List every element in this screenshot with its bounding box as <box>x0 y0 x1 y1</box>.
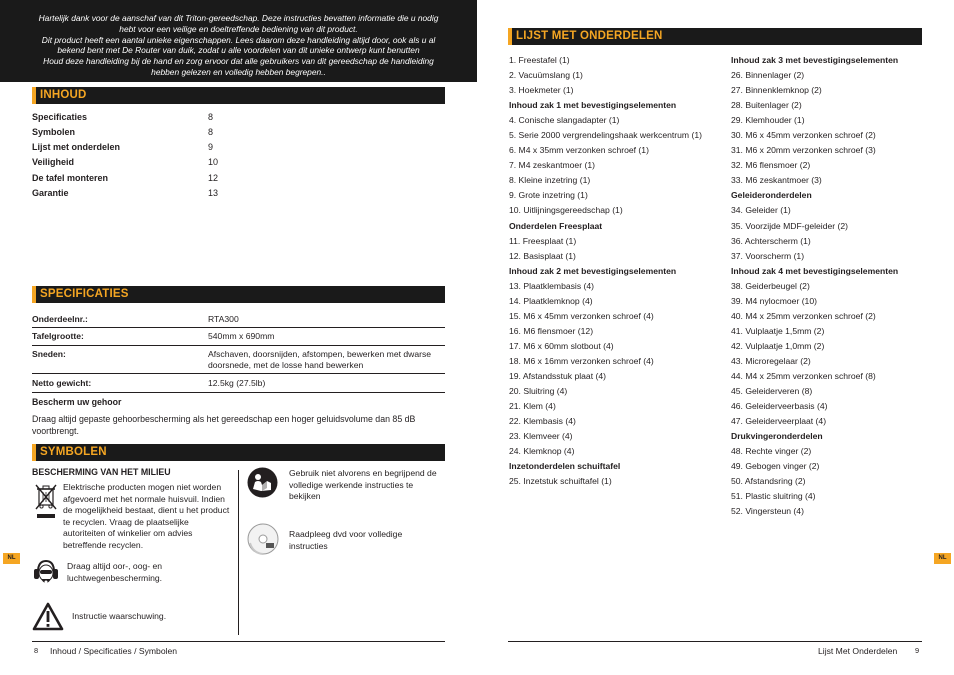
environment-heading: BESCHERMING VAN HET MILIEU <box>32 467 171 477</box>
parts-list-item: 4. Conische slangadapter (1) <box>509 115 620 126</box>
toc-label: Lijst met onderdelen <box>32 142 121 152</box>
parts-list-item: 25. Inzetstuk schuiftafel (1) <box>509 476 612 487</box>
parts-list-item: 24. Klemknop (4) <box>509 446 575 457</box>
read-manual-icon <box>247 467 278 498</box>
parts-list-item: 22. Klembasis (4) <box>509 416 576 427</box>
warning-icon <box>32 602 64 631</box>
symbolen-heading: SYMBOLEN <box>32 444 445 461</box>
parts-list-item: 16. M6 flensmoer (12) <box>509 325 594 336</box>
dvd-text: Raadpleeg dvd voor volledige instructies <box>289 529 403 551</box>
intro-line: Hartelijk dank voor de aanschaf van dit Triton-gereedschap. Deze instructies bevatten informatie die u nodig <box>38 13 439 23</box>
intro-line: Dit product heeft een aantal unieke eigenschappen. Lees daarom deze handleiding altijd door, ook als u al <box>41 34 436 45</box>
spec-row <box>32 311 445 328</box>
parts-list-item: 43. Microregelaar (2) <box>731 355 811 366</box>
toc-row[interactable] <box>32 125 232 139</box>
dvd-icon <box>247 517 280 561</box>
parts-group-heading: Inhoud zak 2 met bevestigingselementen <box>509 265 677 276</box>
inhoud-heading: INHOUD <box>32 87 445 104</box>
parts-list-item: 38. Geiderbeugel (2) <box>731 280 810 291</box>
parts-column-1 <box>509 53 702 489</box>
parts-list-item: 11. Freesplaat (1) <box>509 235 577 246</box>
parts-list-item: 10. Uitlijningsgereedschap (1) <box>509 205 623 216</box>
spec-value: 540mm x 690mm <box>208 331 275 341</box>
parts-group-heading: Geleideronderdelen <box>731 190 812 201</box>
spec-label: Netto gewicht: <box>32 378 92 388</box>
parts-list-item: 30. M6 x 45mm verzonken schroef (2) <box>731 130 876 141</box>
intro-line: hebben gelezen en volledig hebben begrepen.. <box>151 66 326 77</box>
warning-text: Instructie waarschuwing. <box>72 611 167 621</box>
parts-list-item: 20. Sluitring (4) <box>509 386 568 397</box>
toc-row[interactable] <box>32 186 232 200</box>
intro-line: hebt voor een veilige en doeltreffende bediening van dit product. <box>119 23 358 34</box>
environment-text: Elektrische producten mogen niet worden afgevoerd met het normale huisvuil. Indien de mogelijkheid bestaat, dient u het product te recyclen. Vraag de plaatselijke autoriteiten of winkelier om advies betreffende recyclen. <box>63 482 230 550</box>
spec-label: Sneden: <box>32 349 66 359</box>
parts-list-item: 49. Gebogen vinger (2) <box>731 461 820 472</box>
parts-list-item: 41. Vulplaatje 1,5mm (2) <box>731 325 825 336</box>
parts-list-item: 23. Klemveer (4) <box>509 431 573 442</box>
specificaties-heading: SPECIFICATIES <box>32 286 445 303</box>
toc-page: 13 <box>208 188 219 198</box>
toc-row[interactable] <box>32 140 232 154</box>
parts-list-item: 48. Rechte vinger (2) <box>731 446 812 457</box>
parts-list-item: 14. Plaatklemknop (4) <box>509 295 593 306</box>
toc-page: 12 <box>208 173 219 183</box>
parts-group-heading: Onderdelen Freesplaat <box>509 220 603 231</box>
hearing-text: Draag altijd gepaste gehoorbescherming als het gereedschap een hoger geluidsvolume dan 85 dB voortbrengt. <box>32 414 416 436</box>
protection-equipment-icon <box>33 560 59 590</box>
parts-list-item: 29. Klemhouder (1) <box>731 115 805 126</box>
parts-list-item: 7. M4 zeskantmoer (1) <box>509 160 595 171</box>
parts-list-item: 3. Hoekmeter (1) <box>509 85 574 96</box>
parts-list-item: 1. Freestafel (1) <box>509 55 570 65</box>
parts-list-item: 13. Plaatklembasis (4) <box>509 280 595 291</box>
page-number: 8 <box>34 646 39 655</box>
parts-list-item: 15. M6 x 45mm verzonken schroef (4) <box>509 310 654 321</box>
parts-group-heading: Drukvingeronderdelen <box>731 431 823 442</box>
parts-list-item: 18. M6 x 16mm verzonken schroef (4) <box>509 355 654 366</box>
toc-label: De tafel monteren <box>32 173 109 183</box>
footer-title: Lijst Met Onderdelen <box>818 646 898 656</box>
parts-list-item: 42. Vulplaatje 1,0mm (2) <box>731 340 825 351</box>
hearing-heading: Bescherm uw gehoor <box>32 397 122 407</box>
footer-title: Inhoud / Specificaties / Symbolen <box>50 646 178 656</box>
parts-list-item: 8. Kleine inzetring (1) <box>509 175 591 186</box>
parts-list-item: 37. Voorscherm (1) <box>731 250 805 261</box>
toc-label: Garantie <box>32 188 69 198</box>
parts-list-item: 26. Binnenlager (2) <box>731 70 805 81</box>
parts-list-item: 36. Achterscherm (1) <box>731 235 811 246</box>
toc-label: Specificaties <box>32 112 88 122</box>
parts-list-item: 39. M4 nylocmoer (10) <box>731 295 817 306</box>
parts-list-item: 44. M4 x 25mm verzonken schroef (8) <box>731 370 876 381</box>
toc-row[interactable] <box>32 155 232 169</box>
parts-column-2 <box>731 53 898 519</box>
symbol-column-divider <box>238 470 239 635</box>
parts-list-item: 40. M4 x 25mm verzonken schroef (2) <box>731 310 876 321</box>
parts-list-item: 21. Klem (4) <box>509 401 556 412</box>
toc-row[interactable] <box>32 110 232 124</box>
parts-list-item: 46. Geleiderveerbasis (4) <box>731 401 828 412</box>
crossed-bin-icon <box>34 483 58 519</box>
parts-list-item: 34. Geleider (1) <box>731 205 791 216</box>
parts-list-item: 31. M6 x 20mm verzonken schroef (3) <box>731 145 876 156</box>
intro-line: Houd deze handleiding bij de hand en zorg ervoor dat alle gebruikers van dit gereedschap de handleiding <box>43 56 434 67</box>
toc-label: Veiligheid <box>32 157 75 167</box>
spec-label: Onderdeelnr.: <box>32 314 88 324</box>
language-tab: NL <box>934 553 951 564</box>
parts-list-item: 51. Plastic sluitring (4) <box>731 491 816 502</box>
toc-page: 9 <box>208 142 214 152</box>
parts-list-item: 35. Voorzijde MDF-geleider (2) <box>731 220 849 231</box>
spec-value: Afschaven, doorsnijden, afstompen, bewerken met dwarse doorsnede, met de losse hand bewerken <box>208 349 432 370</box>
language-tab: NL <box>3 553 20 564</box>
parts-group-heading: Inhoud zak 4 met bevestigingselementen <box>731 265 899 276</box>
parts-list-item: 9. Grote inzetring (1) <box>509 190 588 201</box>
parts-list-item: 19. Afstandsstuk plaat (4) <box>509 370 606 381</box>
toc-page: 10 <box>208 157 219 167</box>
footer-rule <box>32 641 445 642</box>
protection-text: Draag altijd oor-, oog- en luchtwegenbescherming. <box>67 561 163 583</box>
parts-group-heading: Inzetonderdelen schuiftafel <box>509 461 621 472</box>
parts-list-item: 6. M4 x 35mm verzonken schroef (1) <box>509 145 649 156</box>
right-page <box>477 0 954 675</box>
spec-value: 12.5kg (27.5lb) <box>208 378 266 388</box>
spec-label: Tafelgrootte: <box>32 331 84 341</box>
spec-row <box>32 346 445 374</box>
intro-block <box>0 0 477 82</box>
parts-group-heading: Inhoud zak 3 met bevestigingselementen <box>731 55 899 65</box>
toc-page: 8 <box>208 112 214 122</box>
parts-list-item: 12. Basisplaat (1) <box>509 250 576 261</box>
parts-list-item: 27. Binnenklemknop (2) <box>731 85 822 96</box>
parts-list-item: 2. Vacuümslang (1) <box>509 70 583 81</box>
spec-row <box>32 375 445 393</box>
intro-line: bekend bent met De Router van duik, zodat u alle voordelen van dit unieke ontwerp kunt benutten <box>57 45 420 56</box>
page-number: 9 <box>915 646 920 655</box>
parts-list-item: 50. Afstandsring (2) <box>731 476 806 487</box>
parts-list-item: 45. Geleiderveren (8) <box>731 386 813 397</box>
parts-group-heading: Inhoud zak 1 met bevestigingselementen <box>509 100 677 111</box>
manual-text: Gebruik niet alvorens en begrijpend de volledige werkende instructies te bekijken <box>289 468 437 501</box>
spec-row <box>32 328 445 346</box>
parts-list-item: 5. Serie 2000 vergrendelingshaak werkcentrum (1) <box>509 130 702 141</box>
toc-label: Symbolen <box>32 127 76 137</box>
parts-list-item: 52. Vingersteun (4) <box>731 506 804 517</box>
spec-value: RTA300 <box>208 314 239 324</box>
parts-list-item: 17. M6 x 60mm slotbout (4) <box>509 340 614 351</box>
parts-list-item: 33. M6 zeskantmoer (3) <box>731 175 822 186</box>
parts-list-item: 28. Buitenlager (2) <box>731 100 802 111</box>
toc-page: 8 <box>208 127 214 137</box>
parts-list-item: 32. M6 flensmoer (2) <box>731 160 811 171</box>
onderdelen-heading: LIJST MET ONDERDELEN <box>508 28 922 45</box>
footer-rule <box>508 641 922 642</box>
toc-row[interactable] <box>32 171 232 185</box>
parts-list-item: 47. Geleiderveerplaat (4) <box>731 416 827 427</box>
